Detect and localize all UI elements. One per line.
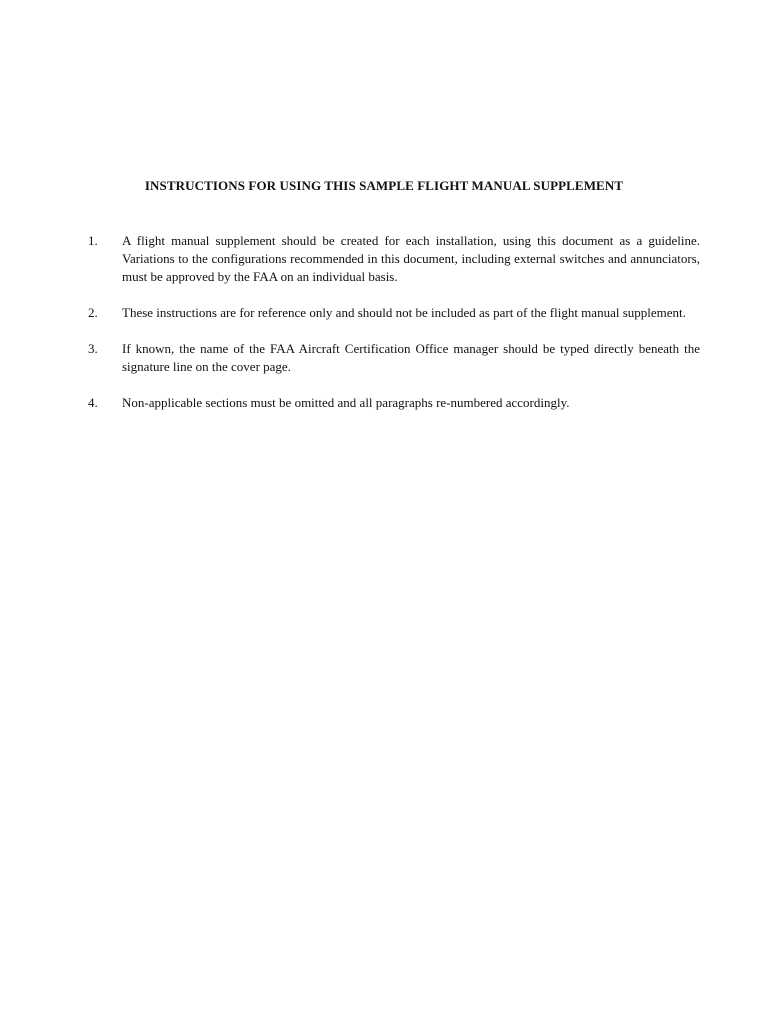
instruction-text: These instructions are for reference only and should not be included as part of the flight manual supplement. (122, 305, 686, 320)
document-title: INSTRUCTIONS FOR USING THIS SAMPLE FLIGHT MANUAL SUPPLEMENT (144, 178, 624, 193)
instruction-item-3 (88, 340, 700, 376)
instruction-text: A flight manual supplement should be created for each installation, using this document as a guideline. Variations to the configurations recommended in this document, including external switches and annunciators, must be approved by the FAA on an individual basis. (122, 233, 700, 284)
instruction-number: 3. (88, 341, 98, 356)
instruction-text: If known, the name of the FAA Aircraft Certification Office manager should be typed directly beneath the signature line on the cover page. (122, 341, 700, 374)
instruction-list (88, 232, 700, 430)
instruction-number: 1. (88, 233, 98, 248)
instruction-item-4 (88, 394, 700, 412)
instruction-item-1 (88, 232, 700, 286)
instruction-number: 2. (88, 305, 98, 320)
instruction-item-2 (88, 304, 700, 322)
instruction-text: Non-applicable sections must be omitted and all paragraphs re-numbered accordingly. (122, 395, 570, 410)
instruction-number: 4. (88, 395, 98, 410)
